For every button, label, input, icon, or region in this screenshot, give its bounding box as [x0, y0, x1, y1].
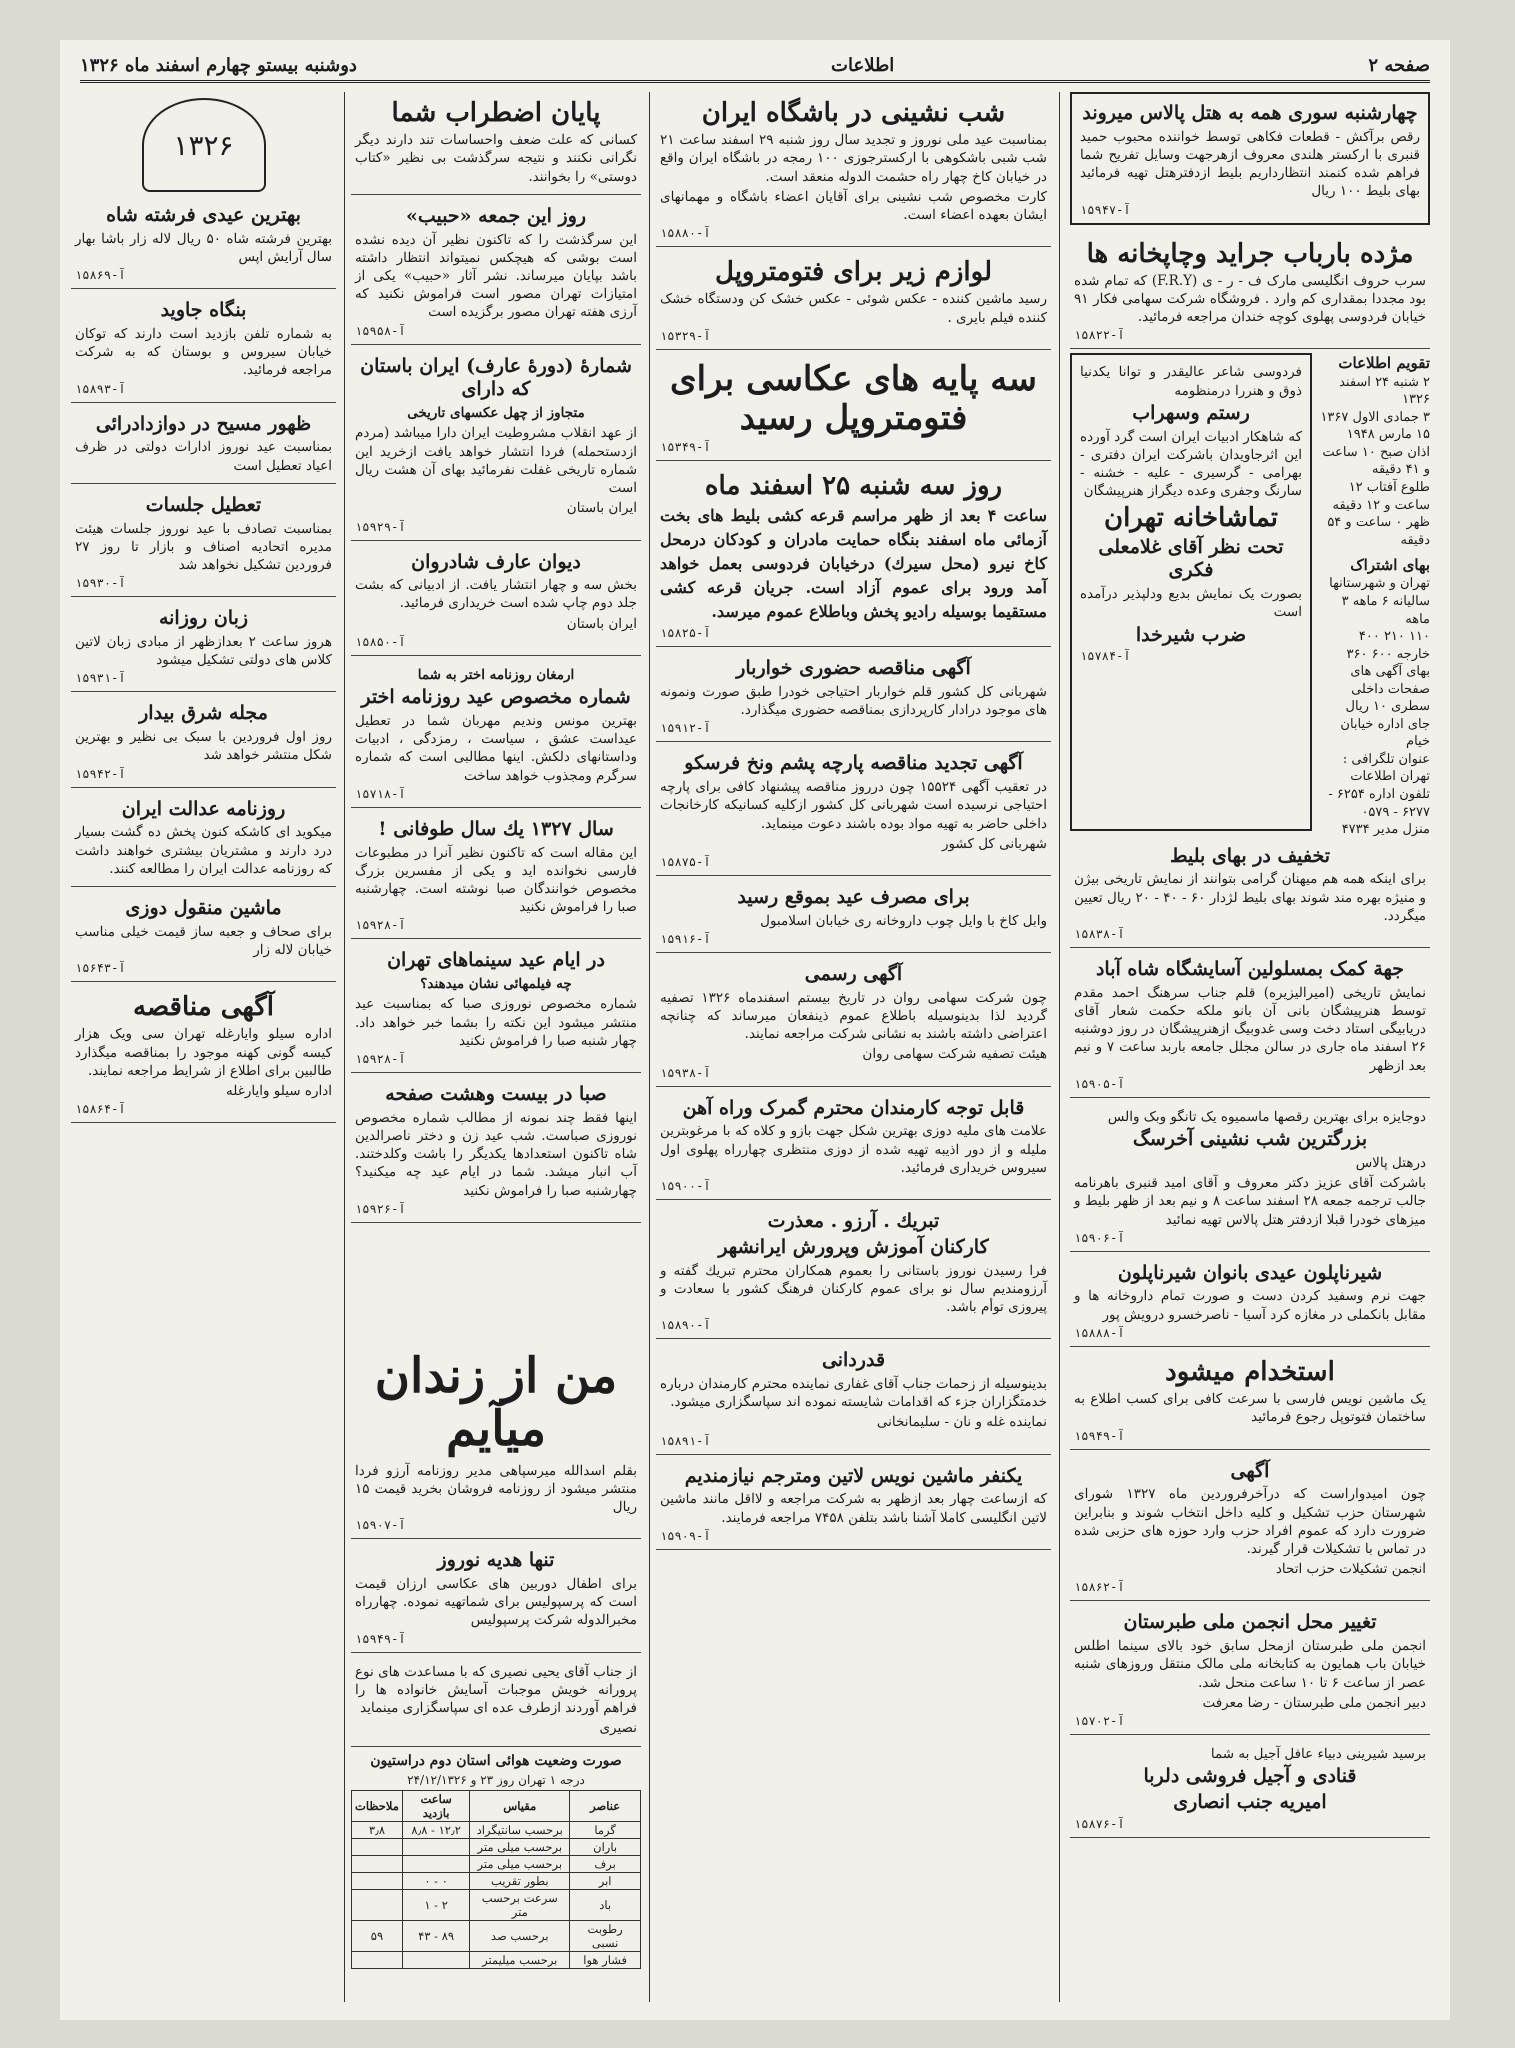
ad-discount [1070, 839, 1430, 948]
weather-header: ملاحظات [352, 1791, 403, 1822]
table-cell [352, 1952, 403, 1969]
table-cell: گرما [570, 1822, 641, 1839]
ad-title: دیوان عارف شادروان [411, 550, 581, 573]
ad-theatre [1070, 353, 1312, 830]
ad-note: کارت مخصوص شب نشینی برای آقایان اعضاء باشگاه و مهمانهای ایشان بعهده اعضاء است. [660, 188, 1047, 224]
calendar-line: ۱۵ مارس ۱۹۴۸ [1346, 427, 1430, 443]
theatre-director: تحت نظر آقای غلامعلی فکری [1098, 535, 1284, 582]
table-cell: برحسب میلیمتر [470, 1952, 570, 1969]
ad-ref: آ-۱۵۸۸۰ [660, 226, 711, 241]
ad-zaban [71, 601, 336, 692]
ad-best-gift [71, 198, 336, 289]
ad-body: بقلم اسدالله میرسپاهی مدیر روزنامه آرزو فردا منتشر میشود از روزنامه فروشان بخرید قیمت ۱۵ ریال [355, 1462, 637, 1516]
ad-ref: آ-۱۵۶۴۳ [75, 961, 126, 976]
table-cell: ۵۹ [352, 1921, 403, 1952]
ad-title: لوازم زیر برای فتومتروپل [715, 257, 992, 288]
ad-ref: آ-۱۵۸۲۵ [660, 626, 711, 641]
subscription-title: بهای اشتراک [1350, 556, 1430, 575]
weather-header: عناصر [570, 1791, 641, 1822]
ad-sign: نصیری [599, 1720, 637, 1737]
ad-gift [351, 1543, 641, 1652]
weather-rows [352, 1822, 641, 1969]
ad-title: جهة کمک بمسلولین آسایشگاه شاه آباد [1095, 958, 1405, 981]
ad-sign: اداره سیلو وایارغله [226, 1083, 332, 1099]
table-cell: برحسب سانتیگراد [470, 1822, 570, 1839]
ad-javid [71, 293, 336, 402]
ad-shahabad [1070, 952, 1430, 1098]
calendar-block [1320, 353, 1430, 838]
subscription-line: جای اداره خیابان خیام [1340, 716, 1430, 750]
calendar-title: تقویم اطلاعات [1338, 354, 1430, 373]
ad-body: این سرگذشت را که تاکنون نظیر آن دیده نشده است بوشی که هیچکس نمیتواند انتظار داشته باشد بپایان میرساند. نشر آثار «حبیب» یکی از امتیازات تهران مصور است فراموش نکنید که آرزی هفته تهران مصور برگزیده است [355, 231, 637, 321]
ad-hiring [1070, 1351, 1430, 1450]
newspaper-page [60, 40, 1450, 2020]
ad-title: تغییر محل انجمن ملی طبرستان [1123, 1611, 1377, 1634]
ad-body: بهترین مونس وندیم مهربان شما در تعطیل عیداست عشق ، سیاست ، رمزدگی ، ادبیات وداستانهای دلکش. اینها مطالبی است که شماره سرگرم ومجذوب خواهد ساخت [355, 712, 637, 784]
ad-ref: آ-۱۵۷۰۲ [1074, 1714, 1125, 1729]
ad-embroidery [71, 891, 336, 982]
ad-sign: دبیر انجمن ملی طبرستان - رضا معرفت [1202, 1694, 1426, 1711]
subscription-line: سالیانه ۶ ماهه ۳ ماهه [1341, 593, 1430, 627]
ad-closure [71, 488, 336, 597]
ad-nuts [1070, 1739, 1430, 1838]
ad-title: شب نشینی در باشگاه ایران [701, 98, 1006, 128]
ad-customs [656, 1091, 1051, 1200]
ad-ref: آ-۱۵۹۲۸ [355, 1052, 406, 1066]
ad-body: این مقاله است که تاکنون نظیر آنرا در مطبوعات فارسی نخوانده اید و یکی از مفسرین بزرگ مخصوص خوانندگان صبا نوشته است. چهارشنبه صبا را فراموش نکنید [355, 844, 637, 916]
table-cell [352, 1890, 403, 1921]
column-left-inner-bottom [351, 1340, 650, 2002]
table-cell: ۱۲٫۲ - ۸٫۸ [402, 1822, 469, 1839]
ad-title: قنادی و آجیل فروشی دلربا [1143, 1765, 1357, 1788]
table-cell: ۲ - ۱ [402, 1890, 469, 1921]
ad-ref: آ-۱۵۹۴۹ [1074, 1428, 1125, 1443]
ad-body: بدینوسیله از زحمات جناب آقای غفاری نماینده محترم کارمندان درباره خدمتگزاران جزء که اقدامات شایسته نموده اند سپاسگزاری میشود. [660, 1376, 1047, 1411]
ad-sign: ایران باستان [566, 615, 637, 632]
ad-ref: آ-۱۵۷۸۴ [1080, 649, 1131, 664]
ad-body: که شاهکار ادبیات ایران است گرد آورده این اثرجاویدان باشرکت ایران دفتری - بهرامی - گرسیری - علیه - خشنه - سارنگ وجفری وعده دیگراز هنرپیشگان [1080, 428, 1302, 500]
ad-body: از عهد انقلاب مشروطیت ایران دارا میباشد (مردم ازدستحمله) فردا انتشار خواهد یافت ازخرید این شماره تاریخی غفلت نفرمائید بهای آن هشت ریال است [355, 425, 637, 497]
ad-title: برای مصرف عید بموقع رسید [737, 886, 970, 909]
ad-title: آگهی مناقصه [133, 992, 274, 1023]
ad-ref: آ-۱۵۹۳۸ [660, 1065, 711, 1080]
ad-shirnapelon [1070, 1256, 1430, 1347]
weather-report [351, 1751, 641, 1970]
ad-title: زبان روزانه [158, 607, 249, 630]
ad-body: انجمن ملی طبرستان ازمحل سابق خود بالای سینما اطلس خیابان باب همایون به کتابخانه ملی مالک منتقل وروزهای شنبه عصر از ساعت ۶ تا ۱۰ ساعت منحل شد. [1074, 1638, 1426, 1691]
ad-intro: برسید شیرینی دبیاء عافل آجیل به شما [1210, 1746, 1426, 1763]
table-cell: ابر [570, 1873, 641, 1890]
ad-edalat [71, 792, 336, 887]
ad-title: قدردانی [821, 1349, 886, 1372]
ad-ref: آ-۱۵۹۲۶ [355, 1201, 406, 1216]
ad-akhtar [351, 660, 641, 808]
ad-body: چون امیدواراست که درآخرفروردین ماه ۱۳۲۷ شورای شهرستان حزب تشکیل و کلیه داخل انتخاب شوند و بنابراین ضرورت دارد که عموم افراد حزب وارد حوزه های حزبی شده در تماس با تشکیلات قرار گیرند. [1074, 1486, 1426, 1557]
calendar-line: ظهر ۰ ساعت و ۵۴ دقیقه [1327, 515, 1430, 548]
ad-title: آگهی تجدید مناقصه پارچه پشم ونخ فرسکو [684, 752, 1023, 775]
subscription-line: تهران و شهرستانها [1329, 576, 1430, 592]
table-cell: ۳٫۸ [352, 1822, 403, 1839]
ad-anxiety [351, 92, 641, 195]
ad-body: بمناسبت عید نوروز ادارات دولتی در ظرف اعیاد تعطیل است [75, 439, 332, 474]
ad-cinemas [351, 943, 641, 1073]
ad-divan [351, 545, 641, 656]
ad-title: ظهور مسیح در دوازدادرائی [95, 412, 312, 435]
ad-zahour [71, 407, 336, 484]
ad-title: تعطیل جلسات [145, 493, 262, 516]
table-cell [352, 1856, 403, 1873]
weather-subtitle: درجه ۱ تهران روز ۲۳ و ۲۴/۱۲/۱۳۲۶ [407, 1773, 585, 1788]
ad-aref-issue [351, 349, 641, 541]
ad-ref: آ-۱۵۸۶۲ [1074, 1580, 1125, 1595]
ad-body: میکوید ای کاشکه کنون پخش ده گشت بسیار درد دارند و مشتریان بیشتری خواهند داشت که روزنامه عدالت ایران را مطالعه کنند. [75, 824, 332, 877]
ad-title: قابل توجه کارمندان محترم گمرک وراه آهن [682, 1096, 1025, 1119]
ad-body: به شماره تلفن بازدید است دارند که توکان خیابان سیروس و بوستان که به شرکت مراجعه فرمائید. [75, 325, 332, 379]
ad-ref: آ-۱۵۹۲۹ [355, 519, 406, 534]
table-cell: سرعت برحسب متر [470, 1890, 570, 1921]
ad-title: پایان اضطراب شما [391, 98, 601, 128]
table-cell: باران [570, 1839, 641, 1856]
ad-ref: آ-۱۵۹۴۲ [75, 766, 126, 781]
ad-body: وابل کاخ با وایل چوب داروخانه ری خیابان اسلامبول [760, 912, 1047, 929]
table-cell [402, 1839, 469, 1856]
table-cell: برحسب صد [470, 1921, 570, 1952]
ad-title: چهارشنبه سوری همه به هتل پالاس میروند [1082, 102, 1418, 124]
ad-body: برای صحاف و جعبه ساز قیمت خیلی مناسب خیابان لاله زار [75, 923, 332, 958]
weather-title: صورت وضعیت هوائی استان دوم دراستیون [370, 1752, 622, 1769]
ad-title: تخفیف در بهای بلیط [1169, 844, 1331, 867]
ad-body: که ازساعت چهار بعد ازظهر به شرکت مراجعه و لااقل مانند ماشین لاتین انگلیسی کاملا آشنا باشد بتلفن ۷۴۵۸ مراجعه فرمایند. [660, 1491, 1047, 1526]
ad-thanks [656, 1343, 1051, 1454]
ad-title: آگهی [1230, 1459, 1270, 1482]
table-row [352, 1822, 641, 1839]
ad-sign: انجمن تشکیلات حزب اتحاد [1275, 1561, 1426, 1578]
ad-title: مجله شرق بیدار [139, 702, 268, 725]
ad-body: علامت های ملیه دوزی بهترین شکل جهت بازو و کلاه که با مرغوبترین ملیله و از دور اذیبه تهیه شده از دوزی منتظری چهارراه پهلوی اول سیروس خریداری فرمائید. [660, 1123, 1047, 1176]
ad-ref: آ-۱۵۸۳۸ [1074, 927, 1125, 942]
ad-title: سه پایه های عکاسی برای فتومتروپل رسید [669, 358, 1037, 438]
table-row [352, 1856, 641, 1873]
ad-body: بخش سه و چهار انتشار یافت. از ادبیانی که بشت جلد دوم چاپ شده است خریداری فرمائید. [355, 577, 637, 612]
calendar-line: ۲ شنبه ۲۴ اسفند ۱۳۲۶ [1339, 374, 1430, 408]
ad-tender-food [656, 651, 1051, 742]
ad-body: نمایش تاریخی (امیرالیزیره) قلم جناب سرهنگ احمد مقدم توسط هنرپیشگان بانی آن بانو ملکه حکمت شعار آقای دریابیگی استاد دخت وسی غدوبیگ ازهنرپیشگان در روز دوشنبه ۲۶ اسفند ماه جاری در سالن مجلل جامعه باربد ساعت ۷ و نیم بعد ازظهر [1074, 984, 1426, 1074]
ad-sub: امیریه جنب انصاری [1173, 1790, 1327, 1813]
ad-bashgah [656, 92, 1051, 247]
ad-prizes [1070, 1102, 1430, 1252]
ad-body: بمناسبت عید ملی نوروز و تجدید سال روز شنبه ۲۹ اسفند ساعت ۲۱ شب شبی باشکوهی با ارکسترجوزی ۱۰۰ رمجه در باشگاه ایران واقع در خیابان کاخ چهار راه حشمت الدوله منعقد است. [660, 132, 1047, 185]
ad-body: شماره مخصوص نوروزی صبا که بمناسبت عید منتشر میشود این نکته را بشما خبر خواهد داد. چهار شنبه صبا را فراموش نکنید [355, 996, 637, 1049]
ad-ref: آ-۱۵۹۳۱ [75, 671, 126, 686]
table-row [352, 1921, 641, 1952]
ad-body: شهربانی کل کشور قلم خواربار احتیاجی خودرا طبق صورت ونمونه های موجود درادار کارپردازی بمناقصه حضوری میگذارد. [660, 684, 1047, 719]
ad-ref: آ-۱۵۳۴۹ [660, 440, 711, 455]
ad-title: مژده بارباب جراید وچاپخانه ها [1086, 238, 1414, 269]
table-cell [352, 1873, 403, 1890]
ad-body: ساعت ۴ بعد از ظهر مراسم قرعه کشی بلیط های بخت آزمائی ماه اسفند بنگاه حمایت مادران و کودکان درمحل کاخ نیرو (محل سیرك) درخیابان فردوسی بعمل خواهد آمد ورود برای عموم آزاد است. جریان قرعه کشی مستقیما بوسیله رادیو پخش وباطلاع عموم میرسد. [660, 506, 1048, 622]
ad-sub: متجاوز از چهل عکسهای تاریخی [407, 405, 585, 422]
ad-ref: آ-۱۵۹۱۲ [660, 721, 711, 736]
ad-ref: آ-۱۵۹۴۹ [355, 1631, 406, 1646]
table-cell: بطور تقریب [470, 1873, 570, 1890]
ad-body: برای اینکه همه هم میهنان گرامی بتوانند از نمایش تاریخی بیژن و منیژه بهره مند شوند بهای بلیط لژدار ۶۰ - ۴۰ - ۲۰ ریال تعیین میگردد. [1074, 871, 1426, 924]
emblem-year: ۱۳۲۶ [173, 128, 234, 162]
ad-body: برای اطفال دوربین های عکاسی ارزان قیمت است که پرسپولیس برای شماتهیه نموده. چهارراه مخبرالدوله شرکت پرسپولیس [355, 1576, 637, 1629]
ad-ref: آ-۱۵۸۶۴ [75, 1102, 126, 1117]
ad-ref: آ-۱۵۹۰۷ [355, 1518, 406, 1533]
ad-tripods [656, 354, 1051, 461]
table-row [352, 1952, 641, 1969]
ad-title: صبا در بیست وهشت صفحه [385, 1083, 607, 1105]
ad-title: شمارهٔ (دورهٔ عارف) ایران باستان که دارای [360, 354, 632, 401]
ad-press [1070, 233, 1430, 350]
table-cell: برحسب میلی متر [470, 1856, 570, 1873]
weather-table [351, 1790, 641, 1969]
ad-eid [656, 880, 1051, 953]
ad-title: در ایام عید سینماهای تهران [387, 949, 605, 972]
paper-name: اطلاعات [831, 54, 895, 76]
ad-typist [656, 1459, 1051, 1550]
masthead [80, 50, 1430, 83]
ad-ref: آ-۱۵۹۲۸ [355, 918, 406, 933]
ad-ref: آ-۱۵۹۵۸ [355, 323, 406, 338]
ad-ref: آ-۱۵۸۹۱ [660, 1433, 711, 1448]
ad-ref: آ-۱۵۸۷۶ [1074, 1816, 1125, 1831]
ad-ref: آ-۱۵۸۹۳ [75, 381, 126, 396]
ad-title: رستم وسهراب [1132, 401, 1250, 424]
theatre-proverb: ضرب شیرخدا [1135, 623, 1247, 646]
ad-notice [1070, 1454, 1430, 1602]
ad-ref: آ-۱۵۹۴۷ [1080, 202, 1131, 217]
ad-sign: هیئت تصفیه شرکت سهامی روان [862, 1046, 1047, 1063]
table-cell: رطوبت نسبی [570, 1921, 641, 1952]
ad-title: شیرناپلون عیدی بانوان شیرناپلون [1117, 1261, 1383, 1284]
ad-official [656, 957, 1051, 1087]
ad-title: بهترین عیدی فرشته شاه [106, 204, 301, 226]
ad-body: سرب حروف انگلیسی مارک ف - ر - ی (F.R.Y) که تمام شده بود مجددا بمقداری کم وارد . فروشگاه شرکت سهامی فکار ۹۱ خیابان فردوسی پهلوی کوچه خندان مراجعه فرمائید. [1074, 272, 1426, 326]
ad-photo-supplies [656, 251, 1051, 350]
ad-ref: آ-۱۵۹۰۶ [1074, 1230, 1125, 1245]
ad-body: رقص برآکش - قطعات فکاهی توسط خواننده محبوب حمید قنبری با ارکستر هلندی معروف ازهرجهت وسایل تفریح شما فراهم شده کنمند انتظارداریم بلیط ازدفترهتل تهیه فرمائید بهای بلیط ۱۰۰ ریال [1080, 128, 1420, 200]
table-cell: برحسب میلی متر [470, 1839, 570, 1856]
ad-palace [1070, 92, 1430, 225]
table-cell: برف [570, 1856, 641, 1873]
ad-title: تنها هدیه نوروز [437, 1549, 555, 1572]
emblem-logo [142, 98, 266, 192]
subscription-line: خارجه ۶۰۰ ۳۶۰ [1346, 646, 1430, 662]
ad-body: چون شرکت سهامی روان در تاریخ بیستم اسفندماه ۱۳۲۶ تصفیه گردید لذا بدینوسیله باطلاع عموم ذینفعان میرساند که چنانچه اعتراضی داشته باشند به نشانی شرکت مراجعه نمایند. [660, 989, 1047, 1043]
page-number: صفحه ۲ [1368, 54, 1430, 76]
ad-sign: شهربانی کل کشور [941, 835, 1047, 852]
subscription-line: منزل مدیر ۴۷۳۴ [1341, 822, 1430, 838]
ad-title: روزنامه عدالت ایران [121, 797, 286, 820]
ad-body: در تعقیب آگهی ۱۵۵۲۴ چون درروز مناقصه پیشنهاد کافی برای پارچه احتیاجی نرسیده است شهربانی کل کشور ازکلیه کسانیکه کارخانجات داخلی حاضر به تهیه مواد بوده باشند دعوت مینماید. [660, 779, 1047, 832]
ad-ref: آ-۱۵۹۳۰ [75, 576, 126, 591]
calendar-line: طلوع آفتاب ۱۲ ساعت و ۱۲ دقیقه [1332, 480, 1430, 513]
ad-venue: درهتل پالاس [1355, 1154, 1426, 1171]
ad-lottery [656, 465, 1051, 647]
ad-body: یک ماشین نویس فارسی با سرعت کافی برای کسب اطلاع به ساختمان فتوتوپل رجوع فرمائید [1074, 1391, 1426, 1426]
table-cell: ۸۹ - ۴۳ [402, 1921, 469, 1952]
ad-ref: آ-۱۵۹۰۰ [660, 1179, 711, 1194]
ad-ref: آ-۱۵۸۸۸ [1074, 1325, 1125, 1340]
ad-body: از جناب آقای یحیی نصیری که با مساعدت های نوع پرورانه خویش موجبات آسایش خانواده ها را فراهم آوردند ازطرف عده ای سپاسگزاری مینماید [355, 1663, 637, 1717]
ad-body: کسانی که علت ضعف واحساسات تند دارند دیگر نگرانی نکنند و نتیجه سرگذشت بی نظیر «کتاب دوستی» را بخوانند. [355, 132, 637, 185]
table-row [352, 1873, 641, 1890]
ad-body: بمناسبت تصادف با عید نوروز جلسات هیئت مدیره اتحادیه اصناف و بازار تا روز ۲۷ فروردین تشکیل نخواهد شد [75, 520, 332, 573]
theatre-name: تماشاخانه تهران [1103, 502, 1278, 533]
ad-title: استخدام میشود [1165, 1356, 1335, 1387]
ad-ref: آ-۱۵۹۱۶ [660, 932, 711, 947]
table-row [352, 1890, 641, 1921]
ad-title: یکنفر ماشین نویس لاتین ومترجم نیازمندیم [684, 1464, 1023, 1487]
ad-body: جهت نرم وسفید کردن دست و صورت تمام داروخانه ها و مقابل بانکملی در مغازه کرد آسیا - ناصرخسرو درویش پور [1074, 1288, 1426, 1323]
ad-sign: نماینده غله و نان - سلیمانخانی [876, 1414, 1047, 1431]
ad-title: بزرگترین شب نشینی آخرسگ [1132, 1128, 1368, 1151]
ad-sharq [71, 696, 336, 787]
ad-saba-28 [351, 1077, 641, 1223]
subscription-line: بهای آگهی های صفحات داخلی سطری ۱۰ ریال [1345, 664, 1430, 715]
table-cell: فشار هوا [570, 1952, 641, 1969]
ad-title: روز این جمعه «حبیب» [405, 204, 587, 227]
ad-title: ماشین منقول دوزی [125, 896, 282, 919]
ad-body: فرا رسیدن نوروز باستانی را بعموم همکاران محترم تبریك گفته و آرزومندیم سال نو برای عموم کارکنان فرهنگ کشور با سعادت و پیروزی توأم باشد. [660, 1262, 1047, 1316]
ad-sub: چه فیلمهائی نشان میدهند؟ [420, 976, 572, 993]
ad-sub: کارکنان آموزش وپرورش ایرانشهر [718, 1235, 989, 1258]
column-right [1070, 92, 1430, 2002]
subscription-line: عنوان تلگرافی : تهران اطلاعات [1342, 751, 1430, 785]
ad-title: من از زندان میآیم [374, 1348, 618, 1457]
ad-ref: آ-۱۵۸۷۵ [660, 855, 711, 870]
ad-tender [71, 986, 336, 1123]
ad-body: روز اول فروردین با سبک بی نظیر و بهترین شکل منتشر خواهد شد [75, 729, 332, 764]
weather-header: ساعت بازدید [402, 1791, 469, 1822]
ad-ref: آ-۱۵۸۶۹ [75, 268, 126, 283]
table-cell: ۰ - ۰ [402, 1873, 469, 1890]
ad-tender-cloth [656, 746, 1051, 876]
ad-body: اداره سیلو وایارغله تهران سی ویک هزار کیسه گونی کهنه موجود را بمناقصه میگذارد طالبین برای اطلاع از شرایط مراجعه نمایند. [75, 1026, 332, 1079]
ad-body: هروز ساعت ۲ بعدازظهر از مبادی زبان لاتین کلاس های دولتی تشکیل میشود [75, 633, 332, 669]
weather-header: مقیاس [470, 1791, 570, 1822]
ad-ref: آ-۱۵۸۵۰ [355, 634, 406, 649]
ad-ref: آ-۱۵۸۲۲ [1074, 328, 1125, 343]
ad-nasiri [351, 1657, 641, 1747]
issue-date: دوشنبه بیستو چهارم اسفند ماه ۱۳۲۶ [80, 54, 357, 76]
calendar-line: اذان صبح ۱۰ ساعت و ۴۱ دقیقه [1322, 444, 1430, 478]
ad-title: آگهی رسمی [804, 963, 903, 986]
ad-title: تبریك . آرزو . معذرت [767, 1210, 940, 1233]
table-cell: باد [570, 1890, 641, 1921]
calendar-theatre-row [1070, 353, 1430, 838]
subscription-line: ۱۱۰ ۲۱۰ ۴۰۰ [1358, 629, 1430, 645]
ad-school [656, 1204, 1051, 1339]
table-cell [402, 1952, 469, 1969]
ad-body: باشرکت آقای عزیز دکتر معروف و آقای امید قنبری باهرنامه جالب ترجمه جمعه ۲۸ اسفند ساعت ۸ و نیم بعد از ظهر بلیط و میزهای خودرا قبلا ازدفتر هتل پالاس تهیه نمائید [1074, 1175, 1426, 1228]
ad-title: بنگاه جاوید [160, 299, 247, 322]
ad-title: آگهی مناقصه حضوری خواربار [736, 657, 971, 680]
ad-stormy-year [351, 812, 641, 940]
ad-tabarestan [1070, 1605, 1430, 1735]
ad-intro: فردوسی شاعر عالیقدر و توانا یکدنیا ذوق و هنررا درمنظومه [1080, 364, 1302, 399]
ad-body: بهترین فرشته شاه ۵۰ ریال لاله زار باشا بهار سال آرایش اپس [75, 230, 333, 265]
ad-intro: دوجایزه برای بهترین رقصها ماسمیوه یک تانگو وبک والس [1107, 1108, 1426, 1125]
ad-body: رسید ماشین کننده - عکس شوئی - عکس خشک کن ودستگاه خشک کننده فیلم بایری . [660, 291, 1047, 326]
ad-habib [351, 199, 641, 345]
ad-title: سال ۱۳۲۷ یك سال طوفانی ! [378, 817, 614, 840]
ad-ref: آ-۱۵۹۰۵ [1074, 1076, 1125, 1091]
ad-title: شماره مخصوص عید روزنامه اختر [361, 686, 631, 709]
subscription-line: تلفون اداره ۶۲۵۴ - ۶۲۷۷ - ۰۵۷۹ [1328, 787, 1430, 820]
ad-ref: آ-۱۵۹۰۹ [660, 1528, 711, 1543]
column-middle [656, 92, 1060, 2002]
column-left [71, 92, 345, 2002]
ad-ref: آ-۱۵۸۹۰ [660, 1318, 711, 1333]
ad-intro: ارمغان روزنامه اختر به شما [417, 666, 575, 683]
ad-sign: ایران باستان [566, 500, 637, 517]
theatre-note: بصورت یک نمایش بدیع ودلپذیر درآمده است [1080, 586, 1302, 621]
ad-title: روز سه شنبه ۲۵ اسفند ماه [704, 471, 1003, 502]
ad-ref: آ-۱۵۳۲۹ [660, 328, 711, 343]
calendar-line: ۳ جمادی الاول ۱۳۶۷ [1320, 409, 1430, 425]
table-cell [352, 1839, 403, 1856]
ad-ref: آ-۱۵۷۱۸ [355, 786, 406, 801]
ad-body: اینها فقط چند نمونه از مطالب شماره مخصوص نوروزی صباست. شب عید زن و دختر ناصرالدین شاه تاکنون استعدادها یکدیگر را باشت وکلدختند. آب انبار میشد. شما در ایام عید چه میکنید؟ چهارشنبه صبا را فراموش نکنید [355, 1109, 637, 1199]
table-cell [402, 1856, 469, 1873]
ad-prison-book [351, 1340, 641, 1539]
table-row [352, 1839, 641, 1856]
